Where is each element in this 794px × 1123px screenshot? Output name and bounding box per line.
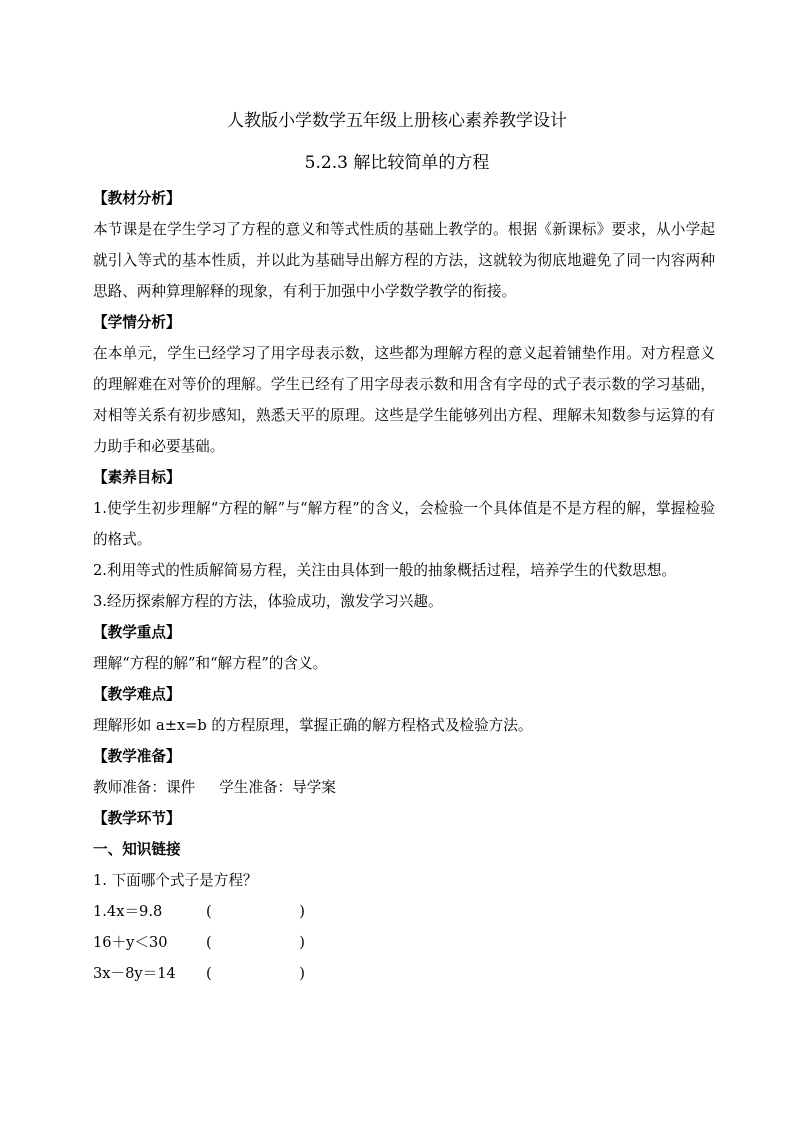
student-analysis-text: 在本单元，学生已经学习了用字母表示数，这些都为理解方程的意义起着铺垫作用。对方程意义的理解难在对等价的理解。学生已经有了用字母表示数和用含有字母的式子表示数的学习基础，对相等关系有初步感知，熟悉天平的原理。这些是学生能够列出方程、理解未知数参与运算的有力助手和必要基础。 bbox=[93, 345, 715, 455]
preparation-heading: 【教学准备】 bbox=[93, 748, 181, 765]
process-heading: 【教学环节】 bbox=[93, 810, 181, 827]
document-title: 人教版小学数学五年级上册核心素养教学设计 bbox=[227, 111, 567, 131]
goals-heading: 【素养目标】 bbox=[93, 469, 181, 486]
difficulty-text: 理解形如 a±x=b 的方程原理，掌握正确的解方程格式及检验方法。 bbox=[93, 717, 533, 734]
student-analysis-heading: 【学情分析】 bbox=[93, 314, 181, 331]
exercise-expression: 3x－8y＝14 bbox=[93, 965, 176, 982]
exercise-expression: 1.4x＝9.8 bbox=[93, 903, 163, 920]
textbook-analysis-text: 本节课是在学生学习了方程的意义和等式性质的基础上教学的。根据《新课标》要求，从小学起就引入等式的基本性质，并以此为基础导出解方程的方法，这就较为彻底地避免了同一内容两种思路、两种算理解释的现象，有利于加强中小学数学教学的衔接。 bbox=[93, 221, 715, 300]
question-1: 1. 下面哪个式子是方程？ bbox=[93, 872, 258, 889]
exercise-row bbox=[93, 896, 715, 927]
textbook-analysis-heading: 【教材分析】 bbox=[93, 190, 181, 207]
document-body bbox=[93, 183, 715, 989]
part1-heading: 一、知识链接 bbox=[93, 841, 181, 858]
answer-blank: ( ) bbox=[206, 903, 305, 920]
goal-item-2: 2.利用等式的性质解简易方程，关注由具体到一般的抽象概括过程，培养学生的代数思想。 bbox=[93, 562, 677, 579]
key-points-text: 理解“方程的解”和“解方程”的含义。 bbox=[93, 655, 328, 672]
exercise-expression: 16＋y＜30 bbox=[93, 934, 168, 951]
answer-blank: ( ) bbox=[206, 934, 305, 951]
teacher-preparation: 教师准备：课件 bbox=[93, 779, 196, 796]
student-preparation: 学生准备：导学案 bbox=[219, 779, 336, 796]
goal-item-1: 1.使学生初步理解“方程的解”与“解方程”的含义，会检验一个具体值是不是方程的解，掌握检验的格式。 bbox=[93, 500, 715, 548]
goal-item-3: 3.经历探索解方程的方法，体验成功，激发学习兴趣。 bbox=[93, 593, 443, 610]
lesson-subtitle: 5.2.3 解比较简单的方程 bbox=[304, 153, 490, 173]
difficulty-heading: 【教学难点】 bbox=[93, 686, 181, 703]
exercise-row bbox=[93, 927, 715, 958]
answer-blank: ( ) bbox=[206, 965, 305, 982]
exercise-row bbox=[93, 958, 715, 989]
key-points-heading: 【教学重点】 bbox=[93, 624, 181, 641]
preparation-text bbox=[93, 772, 715, 803]
